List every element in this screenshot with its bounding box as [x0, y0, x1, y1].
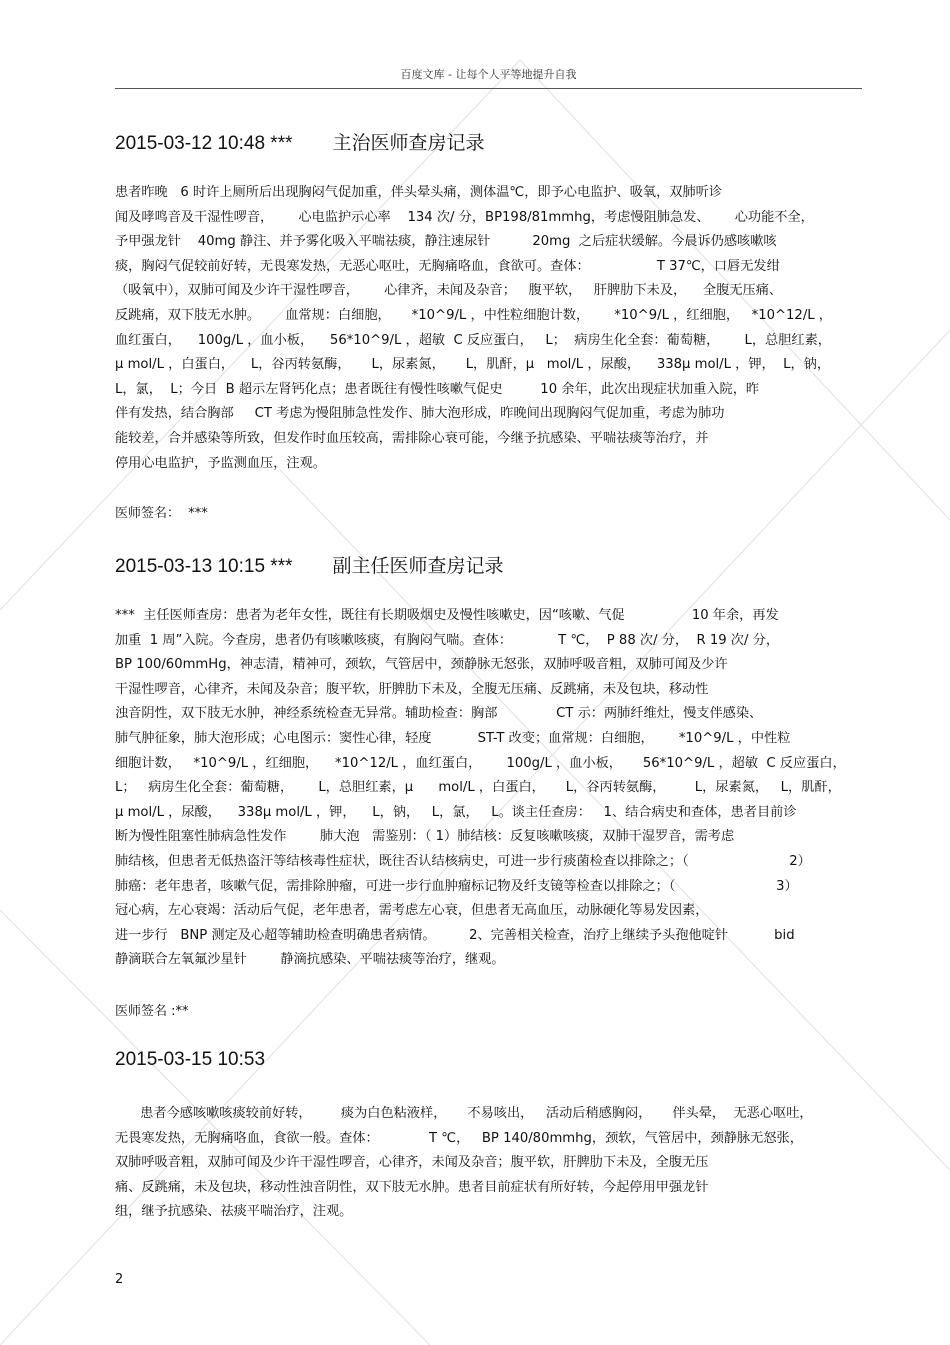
record-1-body: [115, 181, 860, 476]
record-1-line: 反跳痛，双下肢无水肿。 血常规：白细胞， *10^9/L ，中性粒细胞计数， *10^9/L ，红细胞， *10^12/L ，: [115, 307, 832, 323]
record-2-line: μ mol/L ，尿酸， 338μ mol/L ，钾， L，钠， L，氯， L。谈主任查房： 1、结合病史和查体，患者目前诊: [115, 804, 797, 820]
record-3-line: 组，继予抗感染、祛痰平喘治疗，注观。: [115, 1204, 353, 1220]
record-2-line: 干湿性啰音，心律齐，未闻及杂音；腹平软，肝脾肋下未及，全腹无压痛、反跳痛，未及包块，移动性: [115, 681, 709, 697]
record-2-title: 副主任医师查房记录: [332, 556, 504, 577]
record-1-line: 能较差，合并感染等所致，但发作时血压较高，需排除心衰可能，今继予抗感染、平喘祛痰等治疗，并: [115, 430, 709, 446]
record-1-line: L，氯， L；今日 B 超示左肾钙化点；患者既往有慢性咳嗽气促史 10 余年，此次出现症状加重入院，昨: [115, 381, 760, 397]
record-1-heading: [115, 128, 485, 155]
record-2-line: 肺气肿征象，肺大泡形成；心电图示：窦性心律，轻度 ST-T 改变；血常规：白细胞， *10^9/L ，中性粒: [115, 730, 791, 746]
record-2-line: 浊音阴性，双下肢无水肿，神经系统检查无异常。辅助检查：胸部 CT 示：两肺纤维灶，慢支伴感染、: [115, 706, 763, 722]
record-3-line: 痛、反跳痛，未及包块，移动性浊音阴性，双下肢无水肿。患者目前症状有所好转，今起停用甲强龙针: [115, 1179, 709, 1195]
record-1-line: 停用心电监护，予监测血压，注观。: [115, 455, 326, 471]
record-2-line: 加重 1 周”入院。今查房，患者仍有咳嗽咳痰，有胸闷气喘。查体： T ℃， P 88 次/ 分， R 19 次/ 分，: [115, 632, 780, 648]
record-2-line: *** 主任医师查房：患者为老年女性，既往有长期吸烟史及慢性咳嗽史，因“咳嗽、气促 10 年余，再发: [115, 608, 779, 623]
record-3-body: [115, 1102, 860, 1225]
record-2-line: 进一步行 BNP 测定及心超等辅助检查明确患者病情。 2、完善相关检查，治疗上继续予头孢他啶针 bid: [115, 927, 795, 943]
record-2-line: L； 病房生化全套：葡萄糖， L，总胆红素，μ mol/L ，白蛋白， L，谷丙转氨酶， L，尿素氮， L，肌酐，: [115, 780, 841, 796]
record-1-line: 闻及哮鸣音及干湿性啰音， 心电监护示心率 134 次/ 分，BP198/81mmhg，考虑慢阻肺急发、 心功能不全，: [115, 209, 814, 225]
record-1-datetime: 2015-03-12 10:48 ***: [115, 133, 293, 154]
record-2-line: 肺癌：老年患者，咳嗽气促，需排除肿瘤，可进一步行血肿瘤标记物及纤支镜等检查以排除之；（ 3）: [115, 878, 798, 894]
record-2-line: BP 100/60mmHg，神志清，精神可，颈软，气管居中，颈静脉无怒张，双肺呼吸音粗，双肺可闻及少许: [115, 657, 728, 673]
record-1-line: μ mol/L ，白蛋白， L，谷丙转氨酶， L，尿素氮， L，肌酐，μ mol/L ，尿酸， 338μ mol/L ，钾， L，钠，: [115, 357, 831, 373]
record-3-datetime: 2015-03-15 10:53: [115, 1049, 266, 1070]
record-2-line: 静滴联合左氧氟沙星针 静滴抗感染、平喘祛痰等治疗，继观。: [115, 952, 505, 968]
record-2-signature: 医师签名 :**: [115, 1004, 189, 1019]
record-1-line: 伴有发热，结合胸部 CT 考虑为慢阻肺急性发作、肺大泡形成，昨晚间出现胸闷气促加重，考虑为肺功: [115, 406, 725, 422]
page-header: 百度文库 - 让每个人平等地提升自我: [115, 66, 862, 89]
record-3-line: 双肺呼吸音粗，双肺可闻及少许干湿性啰音，心律齐，未闻及杂音；腹平软，肝脾肋下未及，全腹无压: [115, 1155, 709, 1171]
record-3-heading: [115, 1049, 265, 1071]
record-1-line: 血红蛋白， 100g/L ，血小板， 56*10^9/L ，超敏 C 反应蛋白， L； 病房生化全套：葡萄糖， L，总胆红素，: [115, 332, 831, 348]
record-2-line: 肺结核，但患者无低热盗汗等结核毒性症状，既往否认结核病史，可进一步行痰菌检查以排除之；（ 2）: [115, 853, 811, 869]
record-2-heading: [115, 551, 504, 578]
record-1-line: （吸氧中），双肺可闻及少许干湿性啰音， 心律齐，未闻及杂音； 腹平软， 肝脾肋下未及， 全腹无压痛、: [115, 283, 783, 299]
record-3-line: 患者今感咳嗽咳痰较前好转， 痰为白色粘液样， 不易咳出， 活动后稍感胸闷， 伴头晕， 无恶心呕吐，: [115, 1106, 813, 1121]
record-2-datetime: 2015-03-13 10:15 ***: [115, 556, 293, 577]
record-2-line: 断为慢性阻塞性肺病急性发作 肺大泡 需鉴别：（ 1）肺结核：反复咳嗽咳痰，双肺干湿罗音，需考虑: [115, 829, 735, 845]
record-1-line: 予甲强龙针 40mg 静注、并予雾化吸入平喘祛痰，静注速尿针 20mg 之后症状缓解。今晨诉仍感咳嗽咳: [115, 234, 777, 250]
record-2-line: 细胞计数， *10^9/L ，红细胞， *10^12/L ，血红蛋白， 100g/L ，血小板， 56*10^9/L ，超敏 C 反应蛋白，: [115, 755, 846, 771]
record-2-body: [115, 604, 860, 973]
record-1-line: 患者昨晚 6 时许上厕所后出现胸闷气促加重，伴头晕头痛，测体温℃，即予心电监护、吸氧，双肺听诊: [115, 185, 723, 200]
record-1-signature: 医师签名： ***: [115, 506, 208, 521]
record-1-title: 主治医师查房记录: [332, 133, 485, 154]
record-1-line: 痰，胸闷气促较前好转，无畏寒发热，无恶心呕吐，无胸痛咯血，食欲可。查体： T 37℃，口唇无发绀: [115, 258, 780, 274]
record-2-line: 冠心病，左心衰竭：活动后气促，老年患者，需考虑左心衰，但患者无高血压，动脉硬化等易发因素，: [115, 903, 709, 919]
record-3-line: 无畏寒发热，无胸痛咯血，食欲一般。查体： T ℃， BP 140/80mmhg，颈软，气管居中，颈静脉无怒张，: [115, 1130, 803, 1146]
page-number: 2: [115, 1272, 124, 1287]
